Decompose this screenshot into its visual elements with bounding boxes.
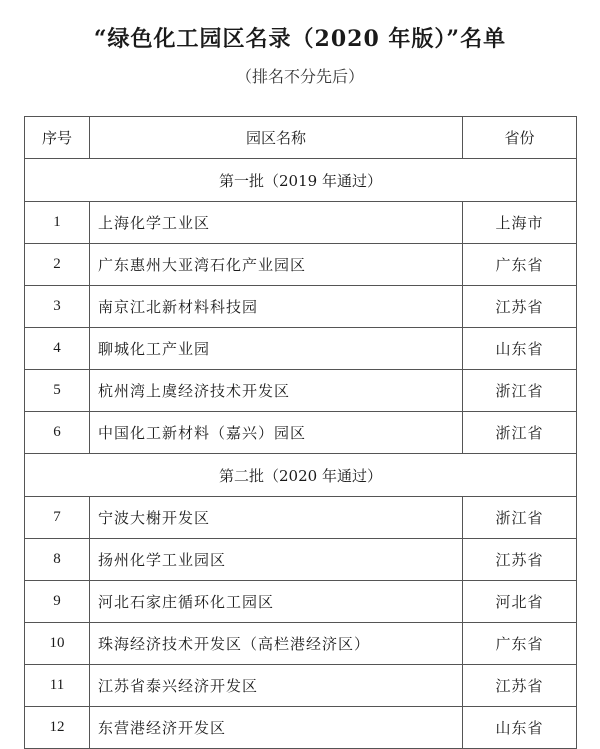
row-index: 8 [25,539,90,581]
page-title: “绿色化工园区名录（2020 年版）”名单 [93,26,507,52]
row-index: 1 [25,202,90,244]
row-index: 10 [25,623,90,665]
table-row [25,497,577,539]
row-park-name: 宁波大榭开发区 [90,497,463,539]
park-table [24,116,577,749]
row-province: 浙江省 [463,412,577,454]
header-park-name: 园区名称 [90,117,463,159]
row-province: 浙江省 [463,370,577,412]
row-province: 山东省 [463,707,577,749]
row-index: 5 [25,370,90,412]
row-index: 12 [25,707,90,749]
page-subtitle: （排名不分先后） [235,67,364,86]
row-park-name: 聊城化工产业园 [90,328,463,370]
row-park-name: 广东惠州大亚湾石化产业园区 [90,244,463,286]
table-row [25,707,577,749]
row-province: 山东省 [463,328,577,370]
header-index: 序号 [25,117,90,159]
row-index: 9 [25,581,90,623]
batch-row [25,159,577,202]
header-province: 省份 [463,117,577,159]
table-row [25,539,577,581]
row-park-name: 上海化学工业区 [90,202,463,244]
row-province: 广东省 [463,623,577,665]
table-row [25,581,577,623]
row-park-name: 珠海经济技术开发区（高栏港经济区） [90,623,463,665]
row-province: 上海市 [463,202,577,244]
row-park-name: 扬州化学工业园区 [90,539,463,581]
batch-row [25,454,577,497]
row-park-name: 杭州湾上虞经济技术开发区 [90,370,463,412]
row-province: 江苏省 [463,665,577,707]
table-row [25,412,577,454]
table-row [25,665,577,707]
table-row [25,370,577,412]
batch-label: 第一批（2019 年通过） [25,159,577,202]
table-row [25,328,577,370]
row-province: 浙江省 [463,497,577,539]
row-park-name: 南京江北新材料科技园 [90,286,463,328]
row-park-name: 江苏省泰兴经济开发区 [90,665,463,707]
table-header-row [25,117,577,159]
row-province: 河北省 [463,581,577,623]
row-province: 广东省 [463,244,577,286]
row-index: 11 [25,665,90,707]
table-row [25,244,577,286]
row-park-name: 中国化工新材料（嘉兴）园区 [90,412,463,454]
row-park-name: 东营港经济开发区 [90,707,463,749]
table-row [25,286,577,328]
row-index: 6 [25,412,90,454]
row-index: 7 [25,497,90,539]
row-province: 江苏省 [463,539,577,581]
table-row [25,623,577,665]
row-province: 江苏省 [463,286,577,328]
row-index: 3 [25,286,90,328]
batch-label: 第二批（2020 年通过） [25,454,577,497]
row-index: 2 [25,244,90,286]
row-index: 4 [25,328,90,370]
table-row [25,202,577,244]
row-park-name: 河北石家庄循环化工园区 [90,581,463,623]
